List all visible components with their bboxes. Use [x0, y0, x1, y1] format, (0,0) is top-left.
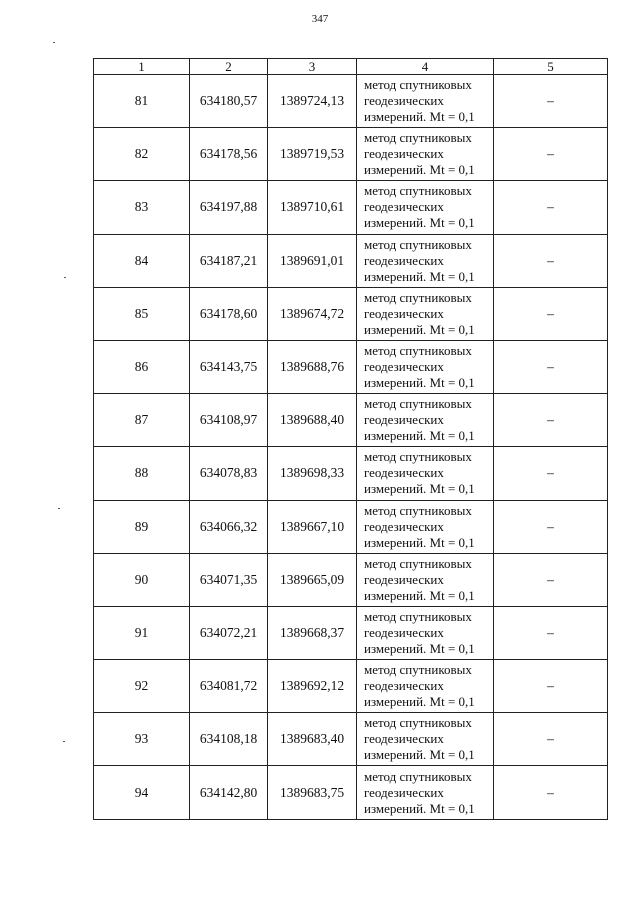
method-line: геодезических [364, 518, 444, 534]
method-line: геодезических [364, 93, 444, 109]
coordinates-table [93, 58, 608, 820]
method-line: метод спутниковых [364, 183, 472, 199]
method-cell [357, 713, 494, 766]
method-line: измерений. Mt = 0,1 [364, 162, 475, 178]
note-cell: – [494, 287, 608, 340]
method-line: измерений. Mt = 0,1 [364, 375, 475, 391]
y-coordinate-cell: 1389710,61 [268, 181, 357, 234]
column-header: 2 [190, 59, 268, 75]
table-row [94, 234, 608, 287]
table-body [94, 75, 608, 820]
note-cell: – [494, 553, 608, 606]
note-cell: – [494, 447, 608, 500]
method-cell [357, 766, 494, 819]
method-line: геодезических [364, 731, 444, 747]
method-line: метод спутниковых [364, 555, 472, 571]
note-cell: – [494, 660, 608, 713]
x-coordinate-cell: 634178,56 [190, 128, 268, 181]
page-number: 347 [311, 13, 329, 25]
method-line: измерений. Mt = 0,1 [364, 481, 475, 497]
table-row [94, 606, 608, 659]
y-coordinate-cell: 1389688,76 [268, 340, 357, 393]
method-line: геодезических [364, 359, 444, 375]
method-cell [357, 75, 494, 128]
method-line: измерений. Mt = 0,1 [364, 640, 475, 656]
method-cell [357, 340, 494, 393]
x-coordinate-cell: 634078,83 [190, 447, 268, 500]
x-coordinate-cell: 634072,21 [190, 606, 268, 659]
method-line: измерений. Mt = 0,1 [364, 268, 475, 284]
note-cell: – [494, 128, 608, 181]
method-cell [357, 181, 494, 234]
method-cell [357, 394, 494, 447]
point-number-cell: 93 [94, 713, 190, 766]
method-line: измерений. Mt = 0,1 [364, 428, 475, 444]
table-row [94, 660, 608, 713]
method-line: метод спутниковых [364, 130, 472, 146]
table-row [94, 287, 608, 340]
method-line: измерений. Mt = 0,1 [364, 747, 475, 763]
x-coordinate-cell: 634108,97 [190, 394, 268, 447]
point-number-cell: 92 [94, 660, 190, 713]
point-number-cell: 87 [94, 394, 190, 447]
method-line: метод спутниковых [364, 449, 472, 465]
table-row [94, 553, 608, 606]
method-line: метод спутниковых [364, 77, 472, 93]
table-row [94, 128, 608, 181]
method-cell [357, 500, 494, 553]
method-cell [357, 287, 494, 340]
note-cell: – [494, 606, 608, 659]
note-cell: – [494, 75, 608, 128]
table-row [94, 713, 608, 766]
x-coordinate-cell: 634187,21 [190, 234, 268, 287]
y-coordinate-cell: 1389683,40 [268, 713, 357, 766]
point-number-cell: 91 [94, 606, 190, 659]
method-line: метод спутниковых [364, 289, 472, 305]
method-line: метод спутниковых [364, 236, 472, 252]
point-number-cell: 89 [94, 500, 190, 553]
x-coordinate-cell: 634066,32 [190, 500, 268, 553]
method-line: геодезических [364, 571, 444, 587]
point-number-cell: 83 [94, 181, 190, 234]
method-line: геодезических [364, 624, 444, 640]
method-line: метод спутниковых [364, 608, 472, 624]
column-header: 3 [268, 59, 357, 75]
method-line: измерений. Mt = 0,1 [364, 694, 475, 710]
x-coordinate-cell: 634178,60 [190, 287, 268, 340]
table-row [94, 447, 608, 500]
x-coordinate-cell: 634071,35 [190, 553, 268, 606]
method-line: метод спутниковых [364, 715, 472, 731]
table-row [94, 394, 608, 447]
method-cell [357, 447, 494, 500]
method-line: метод спутниковых [364, 396, 472, 412]
y-coordinate-cell: 1389667,10 [268, 500, 357, 553]
note-cell: – [494, 766, 608, 819]
y-coordinate-cell: 1389674,72 [268, 287, 357, 340]
point-number-cell: 86 [94, 340, 190, 393]
x-coordinate-cell: 634143,75 [190, 340, 268, 393]
method-cell [357, 234, 494, 287]
y-coordinate-cell: 1389692,12 [268, 660, 357, 713]
table-row [94, 340, 608, 393]
scan-speck [58, 508, 60, 509]
y-coordinate-cell: 1389665,09 [268, 553, 357, 606]
table-header-row [94, 59, 608, 75]
scan-speck [53, 42, 55, 43]
y-coordinate-cell: 1389719,53 [268, 128, 357, 181]
note-cell: – [494, 340, 608, 393]
method-line: измерений. Mt = 0,1 [364, 587, 475, 603]
x-coordinate-cell: 634081,72 [190, 660, 268, 713]
column-header: 5 [494, 59, 608, 75]
column-header: 4 [357, 59, 494, 75]
method-line: измерений. Mt = 0,1 [364, 109, 475, 125]
table-row [94, 500, 608, 553]
method-cell [357, 660, 494, 713]
method-line: геодезических [364, 784, 444, 800]
method-line: геодезических [364, 678, 444, 694]
x-coordinate-cell: 634197,88 [190, 181, 268, 234]
scan-speck [63, 741, 65, 742]
note-cell: – [494, 394, 608, 447]
method-cell [357, 606, 494, 659]
method-line: измерений. Mt = 0,1 [364, 800, 475, 816]
method-line: измерений. Mt = 0,1 [364, 534, 475, 550]
point-number-cell: 81 [94, 75, 190, 128]
point-number-cell: 82 [94, 128, 190, 181]
note-cell: – [494, 500, 608, 553]
note-cell: – [494, 181, 608, 234]
note-cell: – [494, 713, 608, 766]
y-coordinate-cell: 1389724,13 [268, 75, 357, 128]
method-line: геодезических [364, 146, 444, 162]
point-number-cell: 84 [94, 234, 190, 287]
y-coordinate-cell: 1389698,33 [268, 447, 357, 500]
y-coordinate-cell: 1389691,01 [268, 234, 357, 287]
table-row [94, 75, 608, 128]
point-number-cell: 94 [94, 766, 190, 819]
y-coordinate-cell: 1389683,75 [268, 766, 357, 819]
x-coordinate-cell: 634142,80 [190, 766, 268, 819]
point-number-cell: 85 [94, 287, 190, 340]
x-coordinate-cell: 634180,57 [190, 75, 268, 128]
method-line: метод спутниковых [364, 502, 472, 518]
x-coordinate-cell: 634108,18 [190, 713, 268, 766]
method-line: метод спутниковых [364, 768, 472, 784]
method-line: геодезических [364, 199, 444, 215]
point-number-cell: 88 [94, 447, 190, 500]
method-line: измерений. Mt = 0,1 [364, 215, 475, 231]
point-number-cell: 90 [94, 553, 190, 606]
note-cell: – [494, 234, 608, 287]
method-line: геодезических [364, 465, 444, 481]
y-coordinate-cell: 1389688,40 [268, 394, 357, 447]
method-line: измерений. Mt = 0,1 [364, 321, 475, 337]
method-cell [357, 553, 494, 606]
method-line: геодезических [364, 305, 444, 321]
method-line: метод спутниковых [364, 343, 472, 359]
y-coordinate-cell: 1389668,37 [268, 606, 357, 659]
method-cell [357, 128, 494, 181]
table-row [94, 766, 608, 819]
table-row [94, 181, 608, 234]
method-line: геодезических [364, 252, 444, 268]
method-line: геодезических [364, 412, 444, 428]
column-header: 1 [94, 59, 190, 75]
scan-speck [64, 277, 66, 278]
method-line: метод спутниковых [364, 662, 472, 678]
